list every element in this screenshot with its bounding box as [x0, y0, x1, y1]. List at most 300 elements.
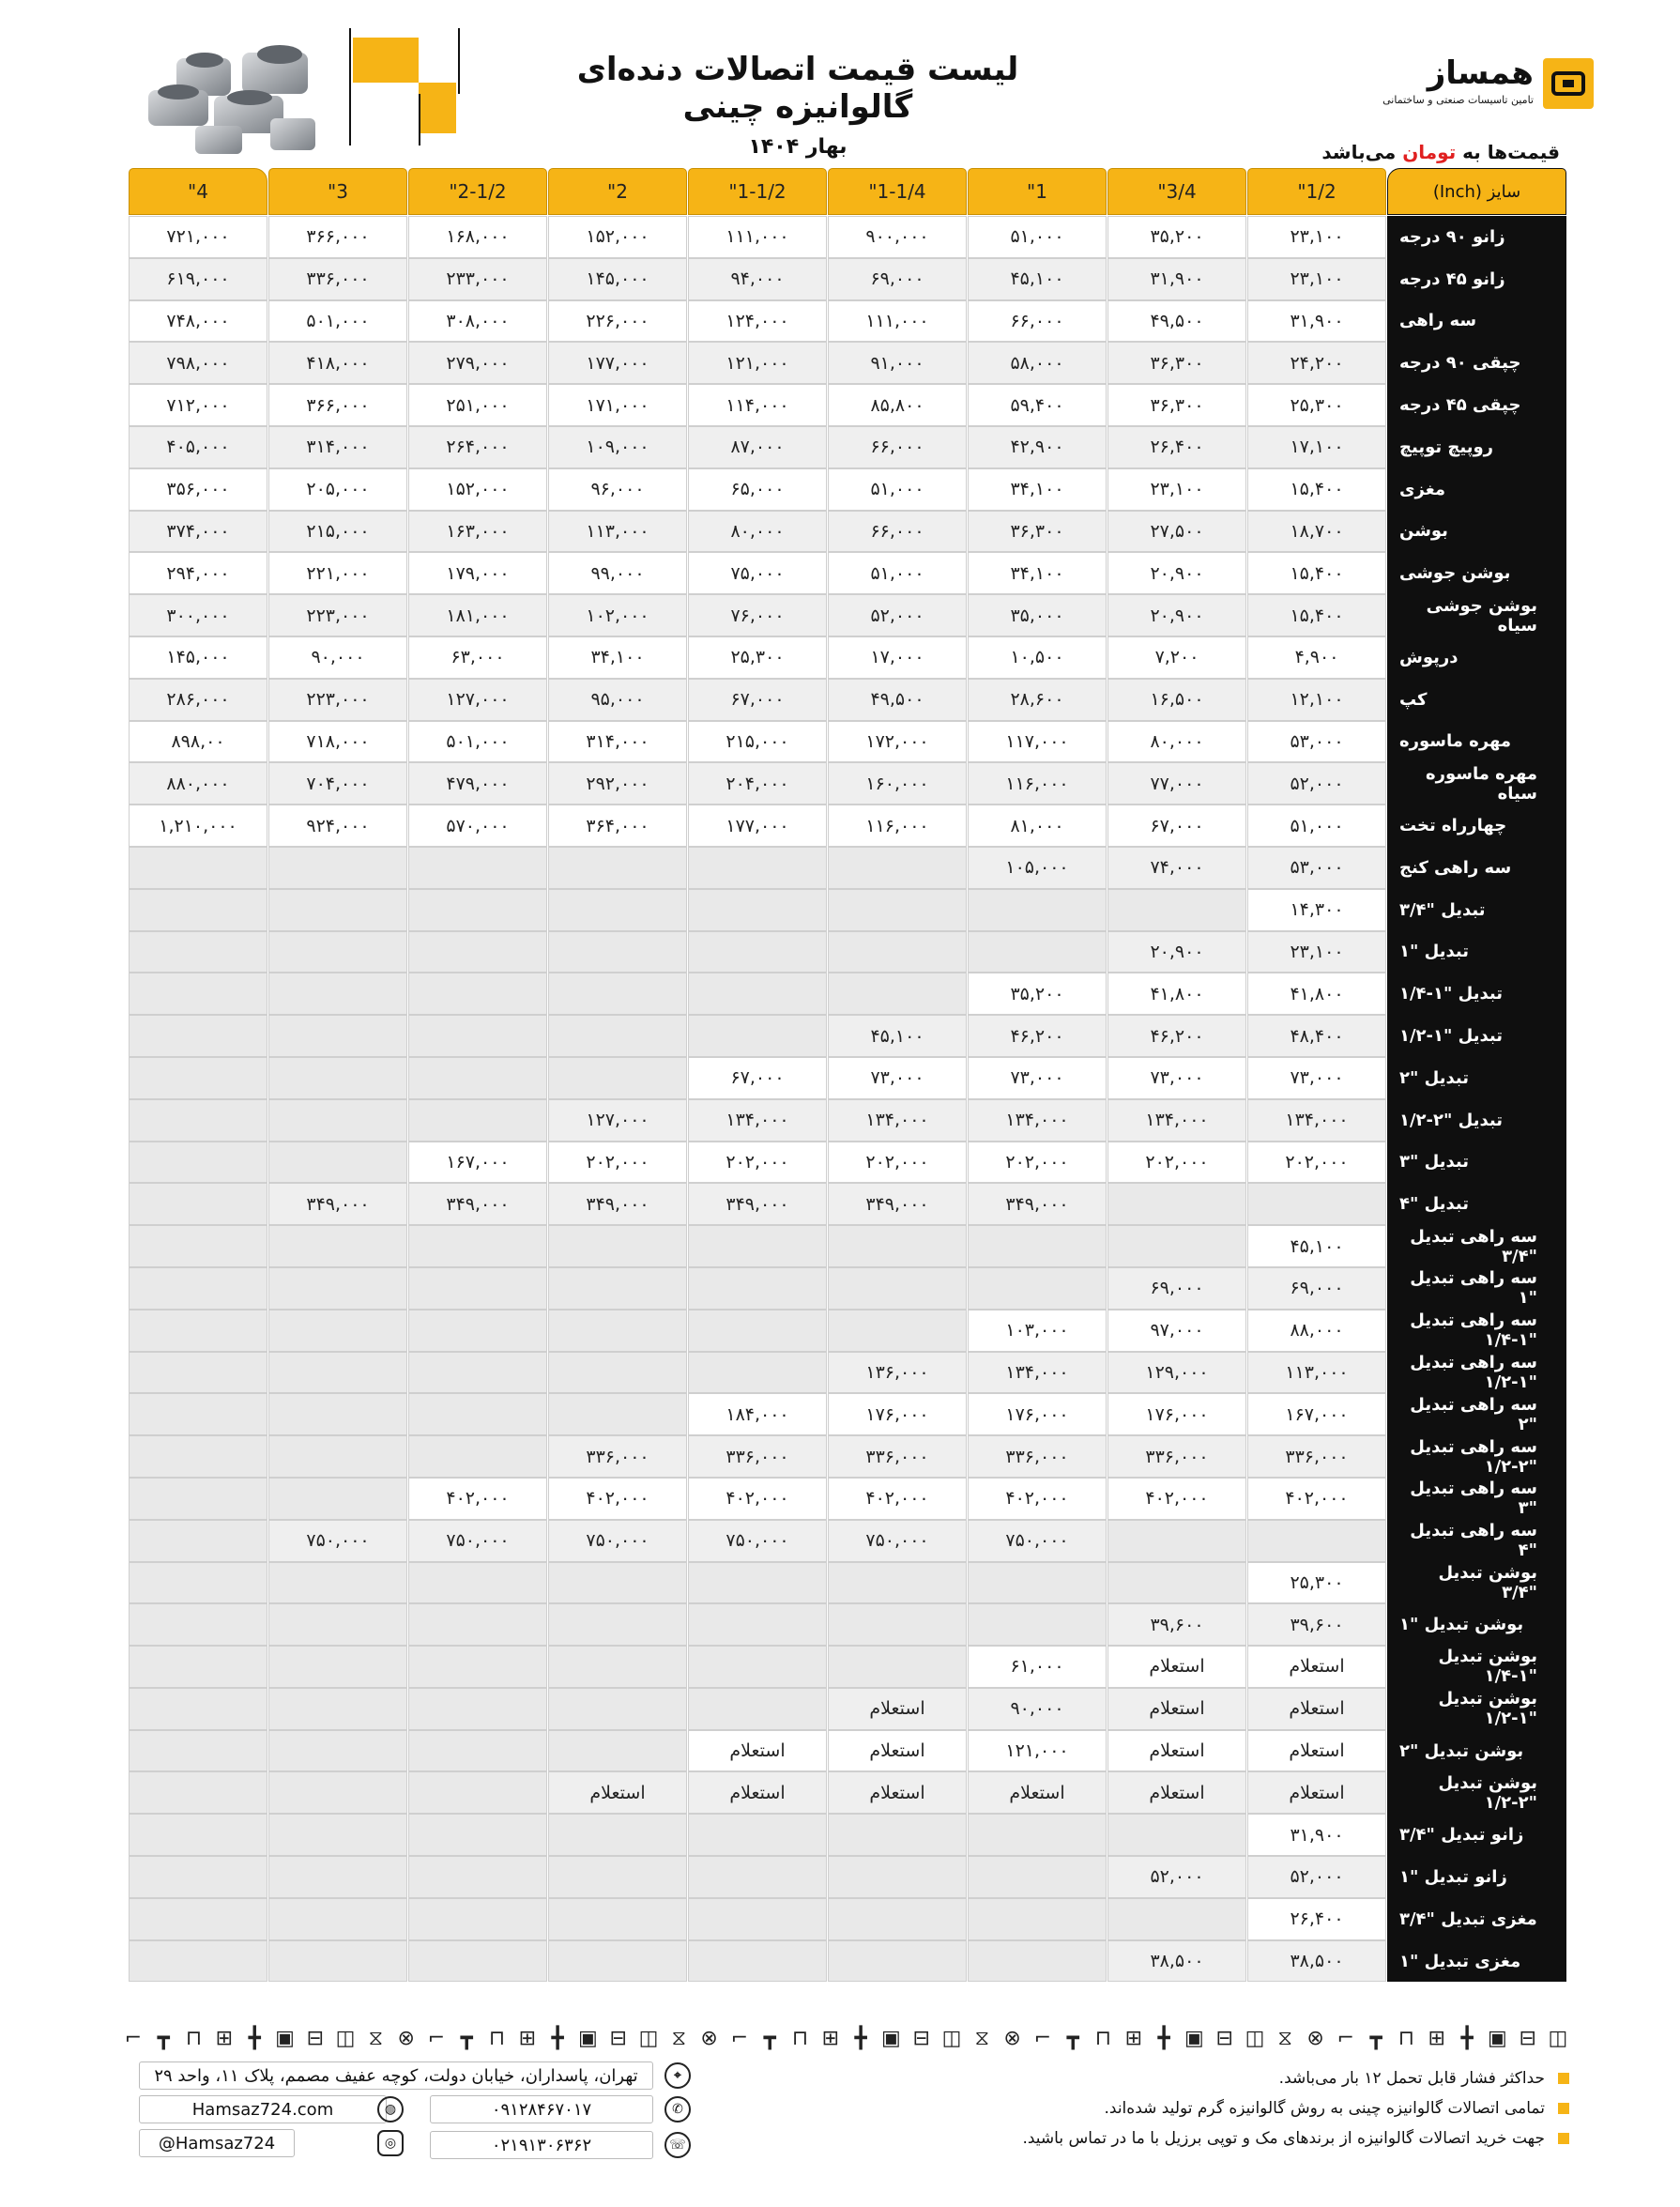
fitting-name: بوشن جوشی سیاه	[1387, 594, 1566, 636]
table-row	[128, 552, 1566, 594]
price-cell: ۲۱۵,۰۰۰	[688, 721, 827, 763]
price-cell	[129, 1310, 267, 1352]
tee-icon: ┳	[460, 2026, 473, 2050]
price-cell: ۳۶,۳۰۰	[1107, 342, 1246, 384]
price-cell: ۱۲۴,۰۰۰	[688, 300, 827, 343]
price-cell	[268, 1730, 407, 1772]
table-row	[128, 1478, 1566, 1520]
fitting-name: تبدیل "۱-۱/۴	[1387, 973, 1566, 1015]
price-cell: ۳۴۹,۰۰۰	[548, 1183, 687, 1225]
price-cell	[268, 1015, 407, 1057]
price-cell	[1107, 1225, 1246, 1267]
table-row	[128, 300, 1566, 343]
price-cell: ۱۳۴,۰۰۰	[1107, 1099, 1246, 1142]
price-cell: ۱۳۴,۰۰۰	[1247, 1099, 1386, 1142]
price-cell: ۲۰۲,۰۰۰	[1247, 1142, 1386, 1184]
price-cell: ۱۴,۳۰۰	[1247, 889, 1386, 931]
price-cell: ۱۳۴,۰۰۰	[828, 1099, 967, 1142]
price-cell: ۳۶۶,۰۰۰	[268, 216, 407, 258]
price-cell: ۳۹,۶۰۰	[1107, 1603, 1246, 1646]
union-icon: ⊞	[518, 2026, 537, 2050]
table-row	[128, 258, 1566, 300]
table-row	[128, 931, 1566, 973]
price-cell	[968, 1267, 1107, 1310]
price-cell: ۷۳,۰۰۰	[968, 1057, 1107, 1099]
table-row	[128, 1142, 1566, 1184]
price-cell: ۴۹,۵۰۰	[1107, 300, 1246, 343]
price-cell: ۷۹۸,۰۰۰	[129, 342, 267, 384]
price-cell	[548, 1898, 687, 1940]
price-cell: ۹۰,۰۰۰	[268, 636, 407, 679]
website-link[interactable]: Hamsaz724.com	[139, 2095, 387, 2123]
fitting-name: مهره ماسوره سیاه	[1387, 762, 1566, 805]
price-cell: ۴۵,۱۰۰	[968, 258, 1107, 300]
price-cell	[408, 1310, 547, 1352]
price-cell: ۳۳۶,۰۰۰	[968, 1435, 1107, 1478]
fitting-name: بوشن تبدیل "۲	[1387, 1730, 1566, 1772]
table-row	[128, 426, 1566, 468]
price-cell	[268, 1898, 407, 1940]
price-cell	[268, 1099, 407, 1142]
season-label: بهار ۱۴۰۴	[748, 135, 848, 159]
price-cell: ۴۸,۴۰۰	[1247, 1015, 1386, 1057]
price-cell	[968, 1856, 1107, 1898]
fitting-name: سه راهی تبدیل "۱-۱/۲	[1387, 1352, 1566, 1394]
price-cell	[968, 1940, 1107, 1983]
price-cell: استعلام	[828, 1730, 967, 1772]
price-cell	[408, 1267, 547, 1310]
price-cell: ۴۰۲,۰۰۰	[548, 1478, 687, 1520]
mobile-number[interactable]: ۰۹۱۲۸۴۶۷۰۱۷	[430, 2095, 653, 2123]
price-cell: ۱۲۱,۰۰۰	[688, 342, 827, 384]
price-cell: ۱۴۵,۰۰۰	[548, 258, 687, 300]
price-cell	[129, 847, 267, 889]
price-cell: ۲۸۶,۰۰۰	[129, 679, 267, 721]
fitting-name: بوشن تبدیل "۲-۱/۲	[1387, 1771, 1566, 1814]
price-cell	[129, 1352, 267, 1394]
price-cell	[129, 1688, 267, 1730]
price-cell: ۱۰۳,۰۰۰	[968, 1310, 1107, 1352]
price-cell	[268, 1940, 407, 1983]
price-cell	[408, 1057, 547, 1099]
column-header: 3"	[268, 168, 407, 215]
price-cell	[268, 1310, 407, 1352]
price-cell: ۲۹۴,۰۰۰	[129, 552, 267, 594]
bushing-icon: ◫	[1245, 2026, 1265, 2050]
price-cell	[268, 1057, 407, 1099]
price-cell: ۱۱۳,۰۰۰	[548, 511, 687, 553]
price-cell	[129, 1057, 267, 1099]
globe-icon: ◍	[377, 2096, 404, 2123]
price-cell	[688, 1898, 827, 1940]
price-cell: ۱۷۷,۰۰۰	[688, 805, 827, 847]
elbow-icon: ⌐	[124, 2026, 143, 2050]
price-cell: ۱۵,۴۰۰	[1247, 552, 1386, 594]
price-cell: ۷۵۰,۰۰۰	[968, 1520, 1107, 1562]
column-header: 3/4"	[1107, 168, 1246, 215]
price-cell	[408, 1856, 547, 1898]
price-cell	[548, 1352, 687, 1394]
price-cell: ۴۰۲,۰۰۰	[1247, 1478, 1386, 1520]
price-cell: ۱۲۷,۰۰۰	[548, 1099, 687, 1142]
currency-note-prefix: قیمت‌ها به	[1462, 141, 1560, 163]
price-cell	[688, 1940, 827, 1983]
fitting-name: بوشن تبدیل "۳/۴	[1387, 1562, 1566, 1604]
cap-icon: ⊓	[488, 2026, 506, 2050]
table-row	[128, 679, 1566, 721]
price-cell: ۶۷,۰۰۰	[688, 679, 827, 721]
table-row	[128, 1057, 1566, 1099]
price-cell: ۲۵,۳۰۰	[1247, 1562, 1386, 1604]
price-cell	[688, 1562, 827, 1604]
price-cell	[688, 1603, 827, 1646]
table-row	[128, 1267, 1566, 1310]
fitting-name: تبدیل "۳/۴	[1387, 889, 1566, 931]
price-cell: استعلام	[1247, 1646, 1386, 1688]
fitting-name: سه راهی	[1387, 300, 1566, 343]
price-cell: ۵۲,۰۰۰	[1247, 1856, 1386, 1898]
price-cell: ۸۸۰,۰۰۰	[129, 762, 267, 805]
price-cell	[828, 1940, 967, 1983]
price-cell: ۲۸,۶۰۰	[968, 679, 1107, 721]
plug-icon: ▣	[275, 2026, 295, 2050]
price-cell: ۱۱۶,۰۰۰	[828, 805, 967, 847]
bullet-icon	[1558, 2133, 1569, 2144]
instagram-handle[interactable]: @Hamsaz724	[139, 2129, 295, 2157]
contact-block	[139, 2061, 702, 2182]
price-cell: ۳۳۶,۰۰۰	[268, 258, 407, 300]
nipple-icon: ⊟	[306, 2026, 324, 2050]
price-cell: استعلام	[1107, 1771, 1246, 1814]
column-header: 1"	[968, 168, 1107, 215]
elbow-icon: ⌐	[427, 2026, 446, 2050]
price-cell	[268, 1771, 407, 1814]
fitting-name: زانو ۴۵ درجه	[1387, 258, 1566, 300]
price-cell	[408, 1603, 547, 1646]
valve-icon: ⊗	[397, 2026, 415, 2050]
price-cell: ۴۱,۸۰۰	[1107, 973, 1246, 1015]
price-cell: ۳۶,۳۰۰	[1107, 384, 1246, 426]
price-cell	[408, 889, 547, 931]
price-cell	[129, 1771, 267, 1814]
cap-icon: ⊓	[186, 2026, 203, 2050]
price-cell: ۱۷,۱۰۰	[1247, 426, 1386, 468]
price-cell	[408, 1730, 547, 1772]
price-cell: استعلام	[968, 1771, 1107, 1814]
price-cell	[268, 889, 407, 931]
price-cell: ۲۳,۱۰۰	[1107, 468, 1246, 511]
price-cell: ۴۲,۹۰۰	[968, 426, 1107, 468]
logo-mark-icon	[1543, 58, 1594, 109]
price-cell	[408, 847, 547, 889]
price-cell: ۵۱,۰۰۰	[968, 216, 1107, 258]
table-row	[128, 1225, 1566, 1267]
union-icon: ⊞	[215, 2026, 234, 2050]
price-cell	[968, 1814, 1107, 1856]
price-cell: ۷۲۱,۰۰۰	[129, 216, 267, 258]
price-cell	[1107, 1562, 1246, 1604]
fitting-name: سه راهی تبدیل "۱	[1387, 1267, 1566, 1310]
price-cell: ۱۸,۷۰۰	[1247, 511, 1386, 553]
price-cell: ۳۴۹,۰۰۰	[268, 1183, 407, 1225]
price-cell	[688, 1267, 827, 1310]
valve-icon: ⊗	[1003, 2026, 1021, 2050]
price-cell	[1107, 1898, 1246, 1940]
price-cell: ۳۵,۲۰۰	[968, 973, 1107, 1015]
price-cell: ۱۲۱,۰۰۰	[968, 1730, 1107, 1772]
whatsapp-icon: ✆	[664, 2096, 691, 2123]
price-cell: استعلام	[1107, 1688, 1246, 1730]
price-cell	[129, 1603, 267, 1646]
price-cell: ۱۶۷,۰۰۰	[408, 1142, 547, 1184]
cross-icon: ╋	[854, 2026, 867, 2050]
price-cell	[548, 1814, 687, 1856]
fitting-name: بوشن	[1387, 511, 1566, 553]
price-cell: ۳۳۶,۰۰۰	[548, 1435, 687, 1478]
fitting-name: سه راهی تبدیل "۱-۱/۴	[1387, 1310, 1566, 1352]
price-cell: ۲۲۱,۰۰۰	[268, 552, 407, 594]
tee-icon: ┳	[1369, 2026, 1382, 2050]
price-cell: ۷۵۰,۰۰۰	[688, 1520, 827, 1562]
price-cell: ۷۳,۰۰۰	[1107, 1057, 1246, 1099]
price-cell: ۲۵,۳۰۰	[1247, 384, 1386, 426]
fitting-name: زانو تبدیل "۳/۴	[1387, 1814, 1566, 1856]
reducer-icon: ⧖	[671, 2026, 687, 2050]
price-cell: ۳۸,۵۰۰	[1107, 1940, 1246, 1983]
price-cell	[1107, 1814, 1246, 1856]
price-cell: ۱۵۲,۰۰۰	[548, 216, 687, 258]
nipple-icon: ⊟	[609, 2026, 627, 2050]
fitting-name: سه راهی تبدیل "۲	[1387, 1393, 1566, 1435]
price-cell: ۸۰,۰۰۰	[688, 511, 827, 553]
address-field: تهران، پاسداران، خیابان دولت، کوچه عفیف مصمم، پلاک ۱۱، واحد ۲۹	[139, 2061, 653, 2090]
price-cell: ۷۴,۰۰۰	[1107, 847, 1246, 889]
fitting-name: سه راهی کنج	[1387, 847, 1566, 889]
price-cell: ۳۰۰,۰۰۰	[129, 594, 267, 636]
price-cell: ۹۹,۰۰۰	[548, 552, 687, 594]
price-cell	[828, 931, 967, 973]
price-cell	[268, 1603, 407, 1646]
price-cell: ۱۵,۴۰۰	[1247, 468, 1386, 511]
price-cell: ۴۰۲,۰۰۰	[688, 1478, 827, 1520]
price-cell: ۴۰۲,۰۰۰	[408, 1478, 547, 1520]
price-cell: ۱۷۶,۰۰۰	[1107, 1393, 1246, 1435]
fitting-name: زانو تبدیل "۱	[1387, 1856, 1566, 1898]
fitting-name: سه راهی تبدیل "۲-۱/۲	[1387, 1435, 1566, 1478]
price-cell: ۳۶۶,۰۰۰	[268, 384, 407, 426]
price-cell: ۷۵۰,۰۰۰	[408, 1520, 547, 1562]
price-cell	[548, 1730, 687, 1772]
brand-name: همساز	[1427, 54, 1534, 92]
tee-icon: ┳	[157, 2026, 170, 2050]
price-cell: استعلام	[548, 1771, 687, 1814]
price-cell	[408, 1898, 547, 1940]
phone-number[interactable]: ۰۲۱۹۱۳۰۶۳۶۲	[430, 2131, 653, 2159]
cross-icon: ╋	[248, 2026, 261, 2050]
elbow-icon: ⌐	[730, 2026, 749, 2050]
price-cell: ۱۵۲,۰۰۰	[408, 468, 547, 511]
price-cell: ۲۹۲,۰۰۰	[548, 762, 687, 805]
nipple-icon: ⊟	[1519, 2026, 1536, 2050]
price-cell	[408, 931, 547, 973]
price-cell	[828, 847, 967, 889]
fitting-name: مغزی تبدیل "۱	[1387, 1940, 1566, 1983]
price-cell: ۶۹,۰۰۰	[1247, 1267, 1386, 1310]
price-cell: ۱۰۹,۰۰۰	[548, 426, 687, 468]
price-cell: ۵۰۱,۰۰۰	[268, 300, 407, 343]
fitting-name: کپ	[1387, 679, 1566, 721]
price-cell	[828, 1646, 967, 1688]
tee-icon: ┳	[1066, 2026, 1079, 2050]
price-cell: ۱۰۲,۰۰۰	[548, 594, 687, 636]
price-cell: ۱۰,۵۰۰	[968, 636, 1107, 679]
brand-logo	[1350, 54, 1594, 111]
valve-icon: ⊗	[700, 2026, 718, 2050]
price-cell	[408, 1393, 547, 1435]
price-cell	[548, 1688, 687, 1730]
price-cell	[129, 1435, 267, 1478]
fitting-name: تبدیل "۱	[1387, 931, 1566, 973]
price-cell: ۱۷۷,۰۰۰	[548, 342, 687, 384]
price-cell: ۱۱۷,۰۰۰	[968, 721, 1107, 763]
price-cell: ۱۳۴,۰۰۰	[968, 1099, 1107, 1142]
cross-icon: ╋	[1157, 2026, 1170, 2050]
price-cell	[968, 931, 1107, 973]
column-header: 1-1/4"	[828, 168, 967, 215]
price-cell: ۲۰۲,۰۰۰	[548, 1142, 687, 1184]
price-cell: ۳۴۹,۰۰۰	[828, 1183, 967, 1225]
price-cell: ۱۶۰,۰۰۰	[828, 762, 967, 805]
price-cell: ۹۰,۰۰۰	[968, 1688, 1107, 1730]
bushing-icon: ◫	[638, 2026, 659, 2050]
fitting-name: مغزی	[1387, 468, 1566, 511]
price-cell: استعلام	[688, 1771, 827, 1814]
price-cell	[129, 973, 267, 1015]
price-cell: استعلام	[1107, 1646, 1246, 1688]
price-cell: ۳۴,۱۰۰	[968, 468, 1107, 511]
bushing-icon: ◫	[1548, 2026, 1568, 2050]
price-cell: ۳۱,۹۰۰	[1247, 1814, 1386, 1856]
bullet-icon	[1558, 2073, 1569, 2084]
union-icon: ⊞	[1428, 2026, 1445, 2050]
price-cell: ۲۱۵,۰۰۰	[268, 511, 407, 553]
price-cell: ۳۰۸,۰۰۰	[408, 300, 547, 343]
price-cell: ۵۲,۰۰۰	[1107, 1856, 1246, 1898]
price-cell: ۷۱۲,۰۰۰	[129, 384, 267, 426]
table-row	[128, 1435, 1566, 1478]
price-cell	[688, 1015, 827, 1057]
price-cell: استعلام	[828, 1688, 967, 1730]
valve-icon: ⊗	[1306, 2026, 1324, 2050]
price-cell: استعلام	[1247, 1771, 1386, 1814]
price-cell	[828, 1814, 967, 1856]
price-cell	[129, 1730, 267, 1772]
price-cell: ۲۶,۴۰۰	[1107, 426, 1246, 468]
bullet-icon	[1558, 2103, 1569, 2114]
price-cell	[968, 1603, 1107, 1646]
price-cell: ۳۱,۹۰۰	[1107, 258, 1246, 300]
price-cell: ۷۳,۰۰۰	[828, 1057, 967, 1099]
plug-icon: ▣	[578, 2026, 598, 2050]
table-row	[128, 1520, 1566, 1562]
price-cell	[688, 1646, 827, 1688]
price-cell: ۴۷۹,۰۰۰	[408, 762, 547, 805]
price-cell: ۱۸۴,۰۰۰	[688, 1393, 827, 1435]
price-cell: ۲۲۳,۰۰۰	[268, 594, 407, 636]
price-cell: ۹۶,۰۰۰	[548, 468, 687, 511]
price-cell	[268, 973, 407, 1015]
price-cell: ۵۰۱,۰۰۰	[408, 721, 547, 763]
price-cell: ۲۰,۹۰۰	[1107, 552, 1246, 594]
price-cell: استعلام	[688, 1730, 827, 1772]
price-cell	[688, 1856, 827, 1898]
price-cell: ۳۱۴,۰۰۰	[268, 426, 407, 468]
price-cell	[268, 1688, 407, 1730]
fitting-name: مهره ماسوره	[1387, 721, 1566, 763]
fitting-name: چپقی ۴۵ درجه	[1387, 384, 1566, 426]
price-cell	[408, 1771, 547, 1814]
nipple-icon: ⊟	[912, 2026, 930, 2050]
note-item: جهت خرید اتصالات گالوانیزه از برندهای مک و توپی برزیل با ما در تماس باشید.	[893, 2123, 1569, 2153]
price-cell	[548, 1603, 687, 1646]
fitting-name: تبدیل "۱-۱/۲	[1387, 1015, 1566, 1057]
note-item: تمامی اتصالات گالوانیزه چینی به روش گالوانیزه گرم تولید شده‌اند.	[893, 2093, 1569, 2123]
price-cell	[688, 1688, 827, 1730]
nipple-icon: ⊟	[1215, 2026, 1233, 2050]
price-cell: ۱۴۵,۰۰۰	[129, 636, 267, 679]
price-cell: ۳۵۶,۰۰۰	[129, 468, 267, 511]
decorative-frame-graphic	[328, 28, 479, 146]
price-cell: ۳۴۹,۰۰۰	[408, 1183, 547, 1225]
table-row	[128, 1771, 1566, 1814]
price-cell: ۴۵,۱۰۰	[828, 1015, 967, 1057]
table-row	[128, 216, 1566, 258]
location-pin-icon: ⌖	[664, 2062, 691, 2089]
price-cell: ۱۷۶,۰۰۰	[968, 1393, 1107, 1435]
price-cell: ۶۷,۰۰۰	[1107, 805, 1246, 847]
price-cell: ۳۶۴,۰۰۰	[548, 805, 687, 847]
price-cell: ۲۶,۴۰۰	[1247, 1898, 1386, 1940]
table-row	[128, 1898, 1566, 1940]
price-cell	[828, 973, 967, 1015]
fitting-name: بوشن جوشی	[1387, 552, 1566, 594]
column-header: 2-1/2"	[408, 168, 547, 215]
price-cell: ۶۹,۰۰۰	[1107, 1267, 1246, 1310]
table-row	[128, 1352, 1566, 1394]
table-row	[128, 1688, 1566, 1730]
price-cell	[548, 973, 687, 1015]
price-cell: ۳۵,۰۰۰	[968, 594, 1107, 636]
price-cell: ۱۳۶,۰۰۰	[828, 1352, 967, 1394]
table-row	[128, 1814, 1566, 1856]
table-row	[128, 1099, 1566, 1142]
price-cell: ۳۳۶,۰۰۰	[1107, 1435, 1246, 1478]
price-cell: ۱۸۱,۰۰۰	[408, 594, 547, 636]
table-row	[128, 721, 1566, 763]
price-cell: ۶۳,۰۰۰	[408, 636, 547, 679]
table-row	[128, 636, 1566, 679]
plug-icon: ▣	[1487, 2026, 1507, 2050]
elbow-icon: ⌐	[1033, 2026, 1052, 2050]
price-cell: ۸۱,۰۰۰	[968, 805, 1107, 847]
table-row	[128, 805, 1566, 847]
column-header: 2"	[548, 168, 687, 215]
price-cell	[408, 1646, 547, 1688]
price-cell	[268, 931, 407, 973]
price-cell: ۴۶,۲۰۰	[1107, 1015, 1246, 1057]
price-cell: ۹۵,۰۰۰	[548, 679, 687, 721]
price-cell	[968, 889, 1107, 931]
